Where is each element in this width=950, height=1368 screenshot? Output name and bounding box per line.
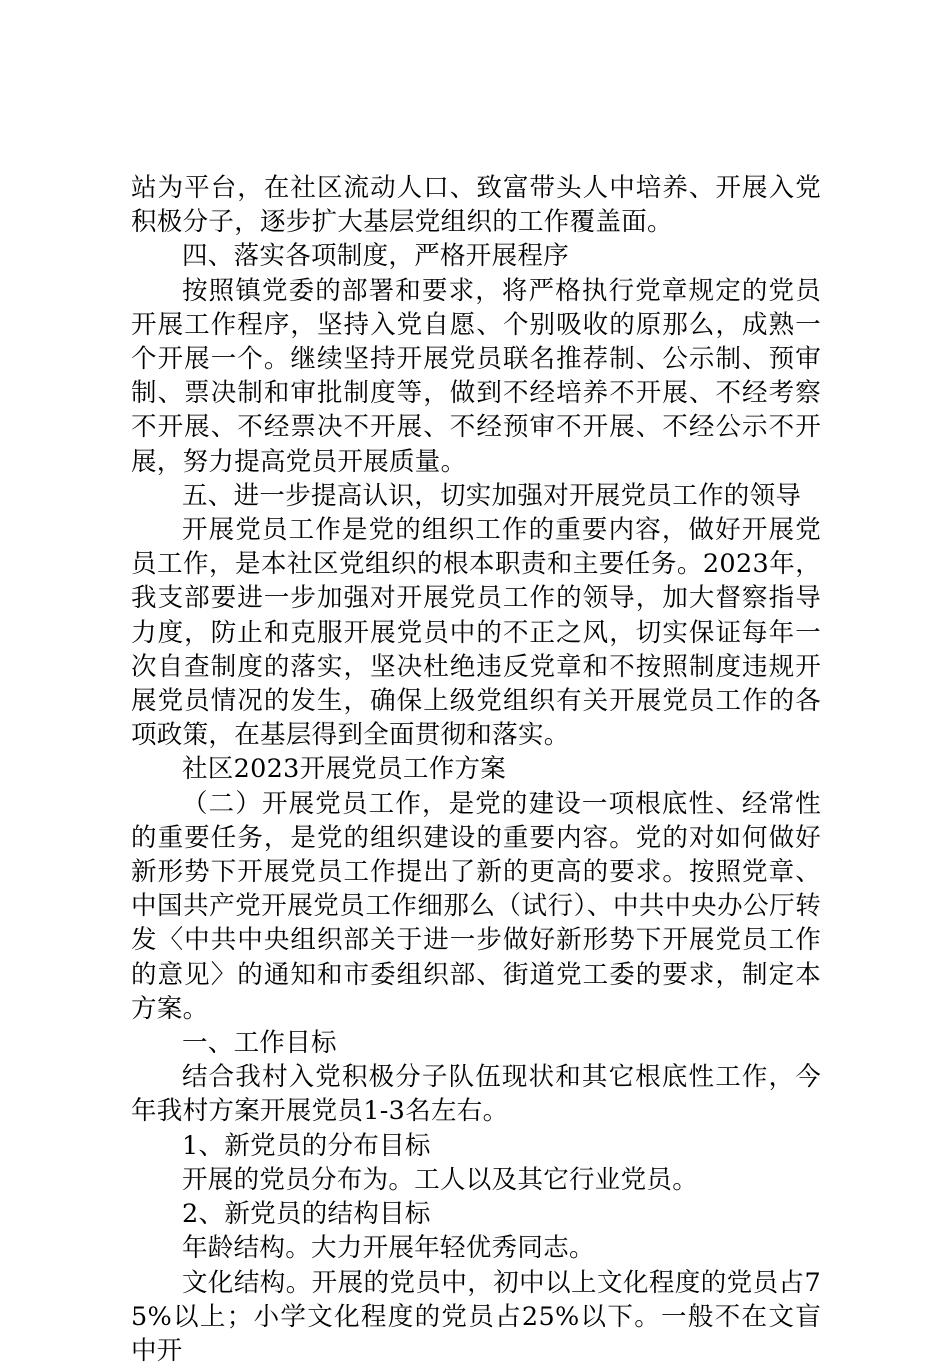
subheading-structure: 2、新党员的结构目标 [131,1197,821,1231]
document-title: 社区2023开展党员工作方案 [131,752,821,786]
subheading-distribution: 1、新党员的分布目标 [131,1129,821,1163]
paragraph-intro: （二）开展党员工作，是党的建设一项根底性、经常性的重要任务，是党的组织建设的重要内容。党的对如何做好新形势下开展党员工作提出了新的更高的要求。按照党章、中国共产党开展党员工作细那么（试行）、中共中央办公厅转发〈中共中央组织部关于进一步做好新形势下开展党员工作的意见〉的通知和市委组织部、街道党工委的要求，制定本方案。 [131,787,821,1026]
paragraph-distribution: 开展的党员分布为。工人以及其它行业党员。 [131,1163,821,1197]
paragraph-education-structure: 文化结构。开展的党员中，初中以上文化程度的党员占75%以上；小学文化程度的党员占25%以下。一般不在文盲中开 [131,1266,821,1368]
paragraph-continuation: 站为平台，在社区流动人口、致富带头人中培养、开展入党积极分子，逐步扩大基层党组织的工作覆盖面。 [131,171,821,239]
paragraph-goal: 结合我村入党积极分子队伍现状和其它根底性工作，今年我村方案开展党员1-3名左右。 [131,1060,821,1128]
section-heading-five: 五、进一步提高认识，切实加强对开展党员工作的领导 [131,479,821,513]
paragraph-section-four: 按照镇党委的部署和要求，将严格执行党章规定的党员开展工作程序，坚持入党自愿、个别吸收的原那么，成熟一个开展一个。继续坚持开展党员联名推荐制、公示制、预审制、票决制和审批制度等，做到不经培养不开展、不经考察不开展、不经票决不开展、不经预审不开展、不经公示不开展，努力提高党员开展质量。 [131,274,821,479]
document-body [131,171,821,1368]
section-heading-four: 四、落实各项制度，严格开展程序 [131,239,821,273]
section-heading-one: 一、工作目标 [131,1026,821,1060]
paragraph-section-five: 开展党员工作是党的组织工作的重要内容，做好开展党员工作，是本社区党组织的根本职责和主要任务。2023年，我支部要进一步加强对开展党员工作的领导，加大督察指导力度，防止和克服开展党员中的不正之风，切实保证每年一次自查制度的落实，坚决杜绝违反党章和不按照制度违规开展党员情况的发生，确保上级党组织有关开展党员工作的各项政策，在基层得到全面贯彻和落实。 [131,513,821,752]
paragraph-age-structure: 年龄结构。大力开展年轻优秀同志。 [131,1231,821,1265]
